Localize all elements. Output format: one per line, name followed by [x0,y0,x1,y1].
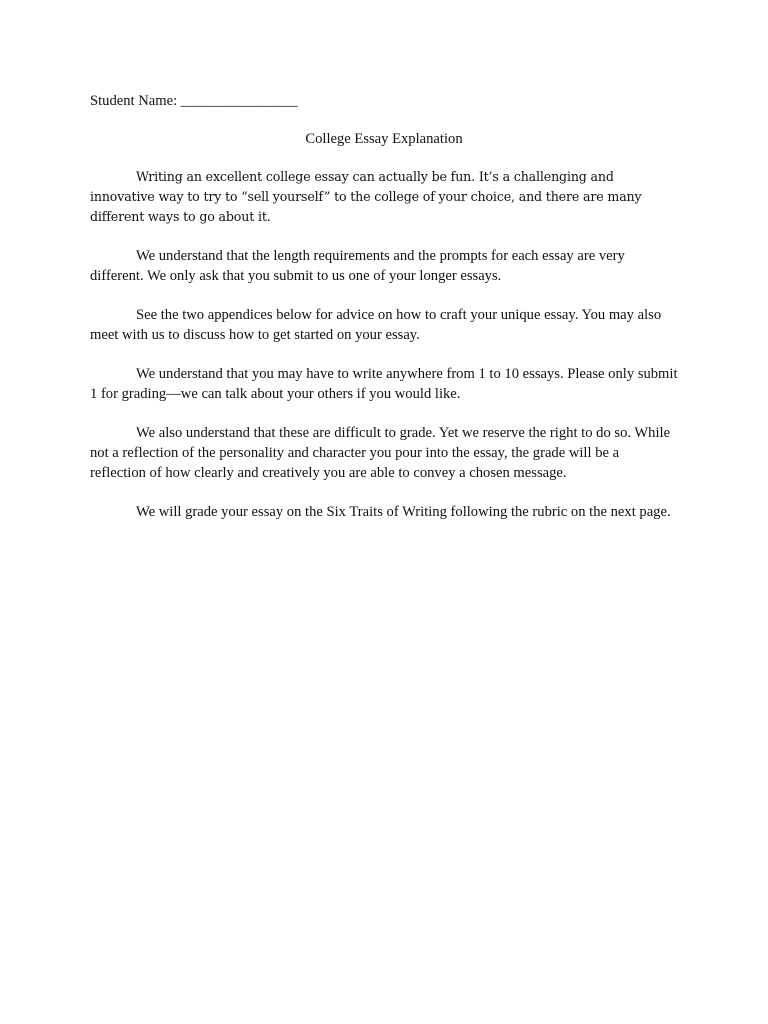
paragraph-appendices: See the two appendices below for advice on how to craft your unique essay. You may also meet with us to discuss how to get started on your essay. [90,307,662,343]
paragraph-number-of-essays: We understand that you may have to write anywhere from 1 to 10 essays. Please only submit 1 for grading—we can talk about your others if you would like. [90,366,678,402]
paragraph-six-traits: We will grade your essay on the Six Traits of Writing following the rubric on the next page. [136,504,671,520]
paragraph-grading-difficulty: We also understand that these are difficult to grade. Yet we reserve the right to do so. While not a reflection of the personality and character you pour into the essay, the grade will be a reflection of how clearly and creatively you are able to convey a chosen message. [90,425,671,481]
student-name-line: Student Name: ________________ [90,93,298,109]
paragraph-intro: Writing an excellent college essay can actually be fun. It’s a challenging and innovative way to try to “sell yourself” to the college of your choice, and there are many different ways to go about it. [90,169,642,224]
paragraph-length-requirements: We understand that the length requirements and the prompts for each essay are very different. We only ask that you submit to us one of your longer essays. [90,248,625,284]
document-title: College Essay Explanation [305,131,463,147]
